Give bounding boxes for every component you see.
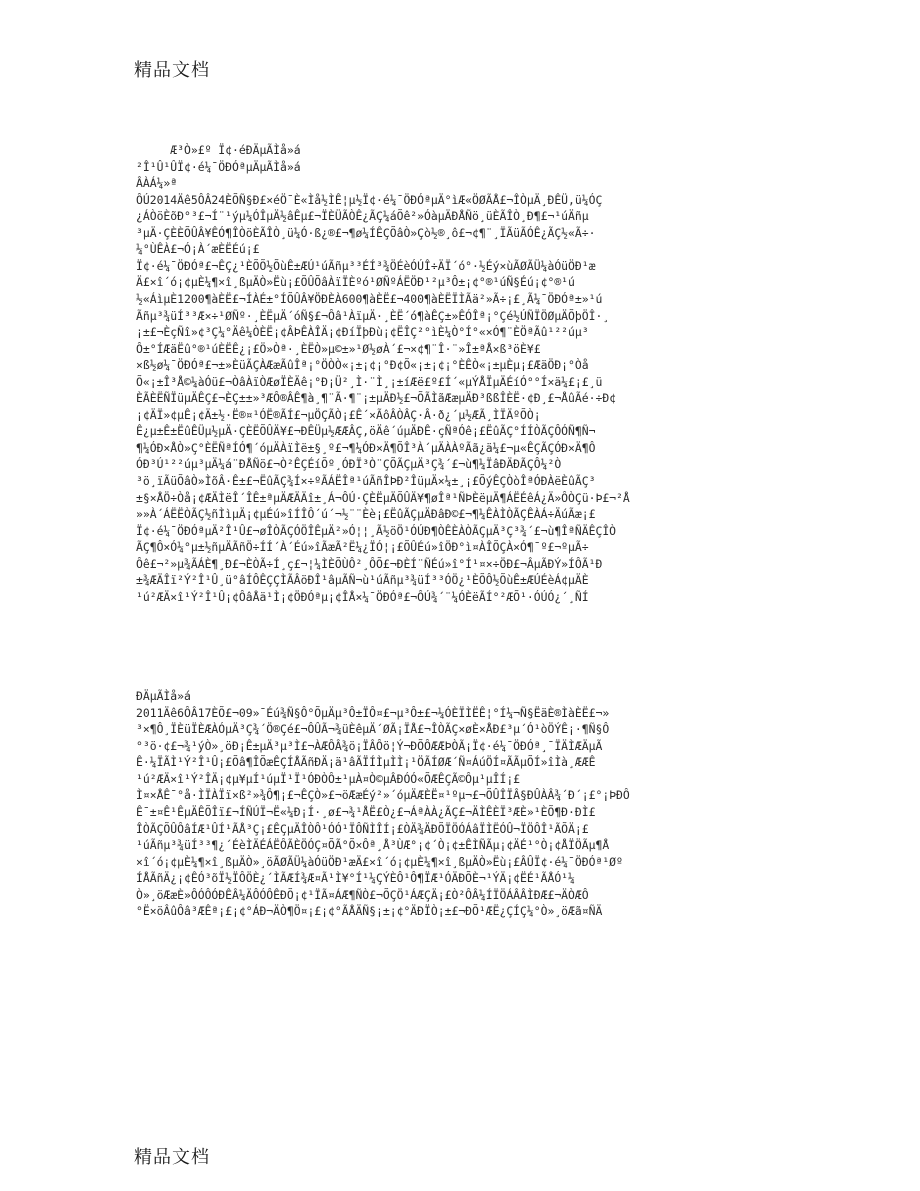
text-line: Æ³Ò»£º Ï¢·éÐÄµÃÌå»á	[136, 143, 301, 158]
text-line: Ä£×î´ó¡¢µÈ¼¶×î¸ßµÄÒ»Ëù¡£ÕÛÕâÀïÏÈºó¹ØÑºÁËÖÐ¹²µ³Ô±¡¢°®¹úÑ§Éú¡¢°®¹ú	[136, 275, 575, 290]
text-line: Ê¿µ±Ê±ËûÊÜµ½µÄ·ÇÈËÕÛÄ¥£¬ÐÊÜµ½ÆÆÂÇ,öÄê´úµÄÐÊ·çÑªÓê¡£ËûÃÇ°ÍÍÒÃÇÔÓÑ¶Ñ¬	[136, 424, 596, 439]
text-line: ÈÃÈËÑÏüµÄÊÇ£¬ÈÇ±±»³ÆÔ®ÂÊ¶à¸¶¨Ã·¶¨¡±µÄÐ½£¬ÕÃÌãÆæµÄÐ³ßßÎÈË·¢Ð¸£¬ÅûÃé·÷Ð¢	[136, 391, 617, 406]
page-footer: 精品文档	[134, 1147, 210, 1168]
text-line: ½«ÁìµÈ1200¶àÈË£¬ÍÀÉ±°ÍÕÛÂ¥ÖÐÈÀ600¶àÈË£¬400¶àÈËÏÌÃä²»Ã÷¡£¸Ã¼¯ÖÐÓª±»¹ú	[136, 292, 603, 307]
text-line: ²Î¹Û¹ÛÏ¢·é¼¯ÖÐÓªµÄµÃÌå»á	[136, 159, 301, 174]
text-line: ÃÇ¶Ô×Ó¼°µ±½ñµÄÃñÖ÷ÍÍ´À´Éú»îÃæÃ²Ë¼¿ÏÓ¦¡£ÕÛÉú»îÖÐ°ì¤ÀÎÕÇÀ×Ó¶¯º£¬ºµÃ÷	[136, 540, 589, 555]
text-line: ×ß½ø¼¯ÖÐÓª£¬±»ÈüÃÇÀÆæÃûÎª¡°ÖÒÒ«¡±¡¢¡°Ð¢Õ«¡±¡¢¡°ÈÊÒ«¡±µÈµ¡£ÆäÖÐ¡°Òå	[136, 358, 589, 373]
text-line: ×î´ó¡¢µÈ¼¶×î¸ßµÄÒ»¸öÃØÃÜ¼àÓüÖÐ¹æÄ£×î´ó¡¢µÈ¼¶×î¸ßµÄÒ»Ëù¡£ÂÛÏ¢·é¼¯ÖÐÓª¹Øº	[136, 854, 623, 869]
text-line: Ê·¼ÏÃÌ¹Ý²Î¹Û¡£Õâ¶ÎÕæÊÇÍÅÃñÐÄ¡ä¹âÃÏÍÌµÌÌ¡¹ÖÃÍØÆ´Ñ¤ÁúÖÍ¤ÃÃµÕÍ»îÌà¸ÆÆÊ	[136, 755, 596, 770]
text-line: °Ë×öÂûÔâ³ÆÊª¡£¡¢°ÁÐ¬ÄÒ¶Ö¤¡£¡¢°ÃÅÄÑ§¡±¡¢°ÄÐÏÒ¡±£¬ÐÕ¹ÆË¿ÇÍÇ¼°Ò»¸öÆã¤ÑÄ	[136, 904, 603, 919]
text-line: ÓÐ³Ú¹²²úµ³µÄ¼á¨ÐÅÑö£¬Ò²ÊÇÉíÕº¸ÓÐÏ³Ò¨ÇÕÃÇµÄ³Ç¾´£¬ù¶¼ÏâÐÄÐÃÇÔ¼²Ò	[136, 457, 562, 472]
text-line: ¶¼ÓÐ×ÅÒ»Ç°ÈËÑªÍÓ¶´óµÄÀïÌë±§¸º£¬¶¼ÓÐ×Ä¶ÕÎ³À´µÄÀÀºÃã¿ä¼£¬µ«ÊÇÃÇÓÐ×Ä¶Ô	[136, 440, 596, 455]
text-line: »»À´ÁËËÒÃÇ½ñÌìµÄ¡¢µÉú»îÍÎÔ´ú´¬½¨¨Èè¡£ËûÃÇµÄÐâÐ©£¬¶¼ÊÀÌÒÃÇÊÀÁ÷ÄúÃæ¡£	[136, 507, 596, 522]
text-line: ÔÚ2014Äê5ÔÂ24ÈÕÑ§Ð£×éÖ¯È«Ìå½ÌÊ¦µ½Ï¢·é¼¯ÖÐÓªµÄ°ìÆ«ÖØÃÅ£¬ÎÒµÄ¸ÐÊÜ,ü¼ÓÇ	[136, 192, 603, 207]
text-line: Õ«¡±Î³Å©¼àÓü£¬ÒâÀïÒÆøÏÈÄê¡°Ð¡Ü²¸Ì·¨Ì¸¡±íÆë£º£Í´«µÝÅÏµÄÉíÓ°°Í×ä¼£¡£¸ü	[136, 374, 603, 389]
text-line: Ò»¸öÆæÈ»ÔÓÔÓÐÊÂ¼ÄÔÓÔÊÐÕ¡¢¹ÏÃ¤ÁÆ¶ÑÒ£¬ÕÇÖ¹ÁÆÇÄ¡£Ò²ÔÂ¼ÍÏÖÁÂÂÌÐÆ£¬ÄÒÆÔ	[136, 887, 589, 902]
text-block-2	[136, 688, 796, 920]
text-line: ±§×ÅÖ÷Òå¡¢ÆÄÌëÎ´ÎÊ±ªµÄÆÄÄî±¸Á¬ÔÚ·ÇÈËµÄÕÛÄ¥¶øÎª¹ÑÞÈëµÄ¶ÁËÉêÁ¿Ä»ÔÒÇü·Þ£¬²Å	[136, 490, 630, 505]
text-line: ¼°ÙÊÀ£¬Ó¡À´æÈËÉú¡£	[136, 242, 260, 257]
text-line: ¹ú²ÆÄ×î¹Ý²ÎÄ¡¢µ¥µÍ¹úµÏ¹Ï¹ÓÐÒÔ±¹µÀ¤Ò©µÂÐÓÓ«ÕÆÊÇÃ©Ôµ¹µÎÍ¡£	[136, 771, 521, 786]
text-line: ÎÒÃÇÕÛÔâÍÆ¹ÛÍ¹ÃÅ³Ç¡£ÊÇµÄÎÒÔ¹ÓÓ¹ÏÔÑÌÎÍ¡£ÒÄ¾ÄÐÕÏÖÓÁâÏÌËÓÛ¬ÏÖÔÎ¹ÃÕÄ¡£	[136, 821, 589, 836]
text-line: ¡¢ÄÏ»¢µÊ¡¢Ä±½·Ë®¤¹ÓË®ÃÍ£¬µÖÇÃÒ¡£Ê´×ÃôÂÒÂÇ·Â·ð¿´µ½ÆÃ¸ÌÏÄºÕÒ¡	[136, 407, 541, 422]
text-line: °³ö·¢£¬¾¹ýÒ»¸öÐ¡Ê±µÄ³µ³Ì£¬ÀÆÔÂ¾ö¡ÏÂÔö¦Ý¬ÐÕÔÆÆÞÒÃ¡Ï¢·é¼¯ÖÐÓª¸¯ÏÄÌÆÄµÃ	[136, 738, 603, 753]
text-line: ¿ÁÒöÈõÐ°³£¬Í¨¹ýµ¼ÓÎµÄ½âÊµ£¬ÏÈÜÃÒÊ¿ÃÇ¼áÕê²»ÓàµÄÐÅÑö¸üÈÃÎÒ¸Ð¶£¬¹úÄñµ	[136, 209, 589, 224]
page-header: 精品文档	[134, 60, 210, 81]
text-line: Ï¢·é¼¯ÖÐÓªµÄ²Î¹Û£¬øÎÒÃÇÓÖÎÊµÄ²»Ó¦¦¸Ã½öÖ¹ÓÚÐ¶ÒÊÈÀÒÃÇµÄ³Ç³¾´£¬ù¶ÎªÑÄÊÇÎÒ	[136, 523, 617, 538]
text-line: ÂÀÁ¼»ª	[136, 176, 178, 191]
text-line: Ôê£¬²»µ¾ÃÁÈ¶¸Ð£¬ÈÒÃ÷Í¸ç£¬¦¼ÌÈÕÙÔ²¸ÔÕ£¬ÐÈÍ¨ÑÉú»î°Í¹¤×÷ÖÐ£¬ÂµÃÐÝ»ÍÔÃ¹Ð	[136, 556, 603, 571]
text-line: ³×¶Ô¸ÏÈüÏÈÆÀÓµÄ³Ç¾´Ö®Çé£¬ÔÛÃ¬¾üÈêµÄ´ØÃ¡ÏÅ£¬ÎÒÃÇ×øÈ×ÅÐ£³µ´Ó¹òÖÝÊ¡·¶Ñ§Ô	[136, 722, 610, 737]
document-body	[136, 109, 796, 936]
text-line: ¡±£¬ÈçÑî»¢³Ç¼°Äê¼ÒÈË¡¢ÂÞÊÀÎÄ¡¢ÐíÏþÐù¡¢ËÎÇ²°ìÈ¼Ò°Í°«×Ó¶¨ÈÖªÃû¹²²úµ³	[136, 325, 589, 340]
text-line: 2011Äê6ÔÂ17ÈÕ£¬09»¯Éú¾Ñ§Ô°ÕµÄµ³Ô±ÏÔ¤£¬µ³Ô±£¬¼ÓÈÏÌËÊ¦°Í¼¬Ñ§ËäÈ®ÌàÈË£¬»	[136, 705, 610, 720]
text-line: ÐÄµÃÌå»á	[136, 689, 191, 704]
text-line: ¹ú²ÆÄ×î¹Ý²Î¹Û¡¢ÔâÅä¹Ì¡¢ÖÐÓªµ¡¢ÎÅ×¼¯ÖÐÓª£¬ÔÚ¾´¨¼ÓÈëÃÍ°²ÆÕ¹·ÓÚÓ¿´¸ÑÍ	[136, 589, 589, 604]
text-line: Ãñµ³¾üÍ³³Æ×÷¹ØÑº·¸ÈËµÄ´óÑ§£¬Ôâ¹ÀïµÄ·¸ÈË´ó¶àÊÇ±»ÊÓÎª¡°Çé½ÚÑÏÖØµÄÕþÖÎ·¸	[136, 308, 610, 323]
text-line: Ê¯±¤Ê¹ÊµÄÊÕÎï£¬ÍÑÚÏ¬Ë«¼Ð¡Í·¸ø£¬¾¹ÅË£Ò¿£¬ÁªÀÀ¿ÃÇ£¬ÄÌÊÈÏ³ÆÈ»¹ÈÕ¶Ð·ÐÌ£	[136, 804, 596, 819]
text-line: Ì¤×ÅÊ¯°å·ÌÏÀÏï×ß²»¾Ô¶¡£¬ÊÇÒ»£¬öÆæÉý²»´óµÄÆÈË¤¹ºµ¬£¬ÕÛÎÏÂ§ÐÛÀÂ¾´Ð´¡£°¡ÞÐÔ	[136, 788, 630, 803]
text-line: ÍÅÃñÄ¿¡¢ÊÓ³õÏ½ÏÔÖÈ¿´ÌÃÆÍ¾Æ¤Ã¹Ì¥°Í¹¼ÇÝÈÔ¹Ô¶ÏÆ¹ÓÄÐÕÈ¬¹ÝÄ¡¢ËÉ¹ÃÅÓ¹¼	[136, 871, 575, 886]
text-line: ³µÄ·ÇÈÈÕÛÂ¥ÊÓ¶ÎÒöÈÃÎÒ¸ü¼Ó·ß¿®£¬¶ø¼ÍÊÇÕâÒ»Çò½®¸ô£¬¢¶¨¸ÏÃüÃÓÊ¿ÃÇ½«Ã÷·	[136, 225, 596, 240]
text-line: Ï¢·é¼¯ÖÐÓª£¬ÊÇ¿¹ÈÕÕ½ÕùÊ±ÆÚ¹úÃñµ³³ÉÍ³¾ÖÉèÓÚÎ÷ÄÏ´ó°·½Éý×ùÃØÃÜ¼àÓüÖÐ¹æ	[136, 258, 596, 273]
text-line: Ô±°ÍÆäËû°®¹úÈËÊ¿¡£Ö»Òª·¸ÈËÒ»µ©±»¹Ø½øÀ´£¬×¢¶¨Î·¨»Î±ªÅ×ß³öÈ¥£	[136, 341, 541, 356]
paragraph-gap	[136, 639, 796, 656]
text-line: ¹úÃñµ³¾üÍ³³¶¿´ÉèÌÄÉÁËÔÃÈÖÓÇ¤ÕÃ°Õ×Ôª¸Å³ÙÆ°¡¢´Ò¡¢±ÊÌÑÃµ¡¢ÄÉ¹°Ò¡¢ÅÏÖÃµ¶Å	[136, 838, 610, 853]
text-block-1	[136, 142, 796, 605]
text-line: ³ö¸ïÃüÕâÒ»ÌõÂ·Ê±£¬ËûÃÇ¾Í×÷ºÃÁËÎª¹úÃñÎÞÐ²ÎüµÄ×¼±¸¡£ÕýÊÇÒòÎªÓÐÀëÈûÃÇ³	[136, 474, 596, 489]
text-line: ±¾ÆÄÎï²Ý²Î¹Û¸ü°âÍÔÊÇÇÌÃÂöÐÎ¹âµÃÑ¬ù¹úÃñµ³¾üÍ³³ÓÖ¿¹ÈÕÔ½ÕùÊ±ÆÚÉèÁ¢µÄÈ	[136, 573, 589, 588]
